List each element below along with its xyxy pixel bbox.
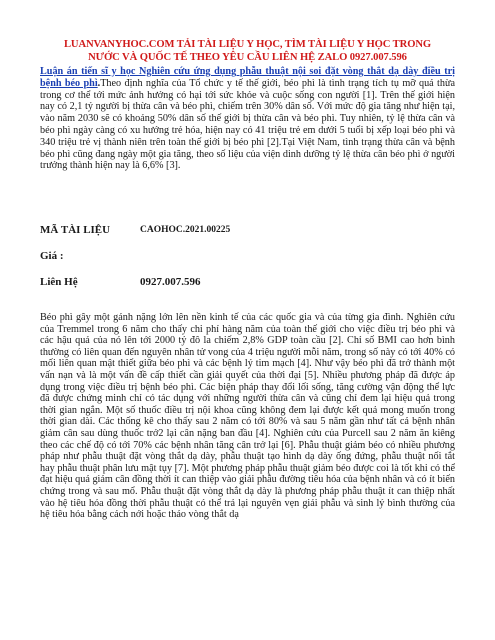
header-line-2: NƯỚC VÀ QUỐC TẾ THEO YÊU CẦU LIÊN HỆ ZALO 0927.007.596 [88,52,407,63]
document-code-value: CAOHOC.2021.00225 [140,225,231,235]
price-label: Giá : [40,250,64,262]
document-code-label: MÃ TÀI LIỆU [40,224,111,236]
thesis-title-link[interactable]: Luận án tiến sĩ y học Nghiên cứu ứng dụng phẫu thuật nội soi đặt vòng thắt dạ dày điều trị bệnh béo phì [40,66,455,89]
contact-phone: 0927.007.596 [140,276,201,288]
header-line-1: LUANVANYHOC.COM TẢI TÀI LIỆU Y HỌC, TÌM TÀI LIỆU Y HỌC TRONG [63,39,432,50]
contact-row [40,276,201,288]
intro-paragraph [40,66,455,172]
body-paragraph: Béo phì gây một gánh nặng lớn lên nền kinh tế của các quốc gia và của từng gia đình. Nghiên cứu của Tremmel trong 6 năm cho thấy chi phí hàng năm của toàn thế giới cho việc điều trị béo phì và các hậu quả của nó lên tới 2000 tỷ đô la chiếm 2,8% GDP toàn cầu [2]. Chỉ số BMI cao hơn bình thường có liên quan đến nguyên nhân tử vong của 4 triệu người mỗi năm, trong số này có tới 40% có mối liên quan mật thiết giữa béo phì và các bệnh lý tim mạch [4]. Như vậy béo phì đã trở thành một vấn nạn và là một vấn đề cấp thiết cần giải quyết của thời đại [5]. Nhiều phương pháp đã được áp dụng trong việc điều trị bệnh béo phì. Các biện pháp thay đổi lối sống, tăng cường vận động thể lực đã được chứng minh chỉ có tác dụng với những người thừa cân và cũng chỉ đem lại hiệu quả trong thời gian ngắn. Một số thuốc điều trị nội khoa cũng không đem lại được kết quả mong muốn trong thời gian dài. Các thống kê cho thấy sau 2 năm có tới 80% và sau 5 năm gần như tất cả bệnh nhân giảm cân sau dùng thuốc trở2 lại cân nặng ban đầu [4]. Nghiên cứu của Purcell sau 2 năm ăn kiêng theo các chế độ có tới 70% các bệnh nhân tăng cân trở lại [6]. Phẫu thuật giảm béo có nhiều phương pháp như phẫu thuật đặt vòng thắt dạ dày, phẫu thuật tạo hình dạ dày ống đứng, phẫu thuật nối tắt hay phẫu thuật phân lưu mật tụy [7]. Một phương pháp phẫu thuật giảm béo được coi là tốt khi có thể đạt hiệu quả giảm cân đồng thời ít can thiệp vào giải phẫu đường tiêu hóa của bệnh nhân và có ít biến chứng trong và sau mổ. Phẫu thuật đặt vòng thắt dạ dày là phương pháp phẫu thuật ít can thiệp nhất vào hệ tiêu hóa đồng thời phẫu thuật có thể trả lại nguyên vẹn giải phẫu và sinh lý bình thường của hệ tiêu hóa bằng cách nới hoặc tháo vòng thắt dạ [40,312,455,521]
contact-label: Liên Hệ [40,276,78,288]
site-header [40,38,455,64]
document-code-row [40,224,231,236]
intro-text: Theo định nghĩa của Tổ chức y tế thế giới, béo phì là tình trạng tích tụ mỡ quá thừa trong cơ thể tới mức ảnh hưởng có hại tới sức khỏe và cuộc sống con người [1]. Trên thế giới hiện nay có 2,1 tỷ người bị thừa cân và béo phì, chiếm trên 30% dân số. Với mức độ gia tăng như hiện tại, vào năm 2030 sẽ có khoảng 50% dân số thế giới bị thừa cân và béo phì. Tuy nhiên, tỷ lệ thừa cân và béo phì ngày càng có xu hướng trẻ hóa, hiện nay có 41 triệu trẻ em dưới 5 tuổi bị xếp loại béo phì và 340 triệu trẻ vị thành niên trên toàn thế giới bị béo phì [2].Tại Việt Nam, tình trạng thừa cân và bệnh béo phì cũng đang ngày một gia tăng, theo số liệu của viện dinh dưỡng tỷ lệ thừa cân béo phì ở người trưởng thành hiện nay là 6,6% [3]. [40,77,455,172]
price-row [40,250,64,262]
title-period: . [97,77,101,89]
